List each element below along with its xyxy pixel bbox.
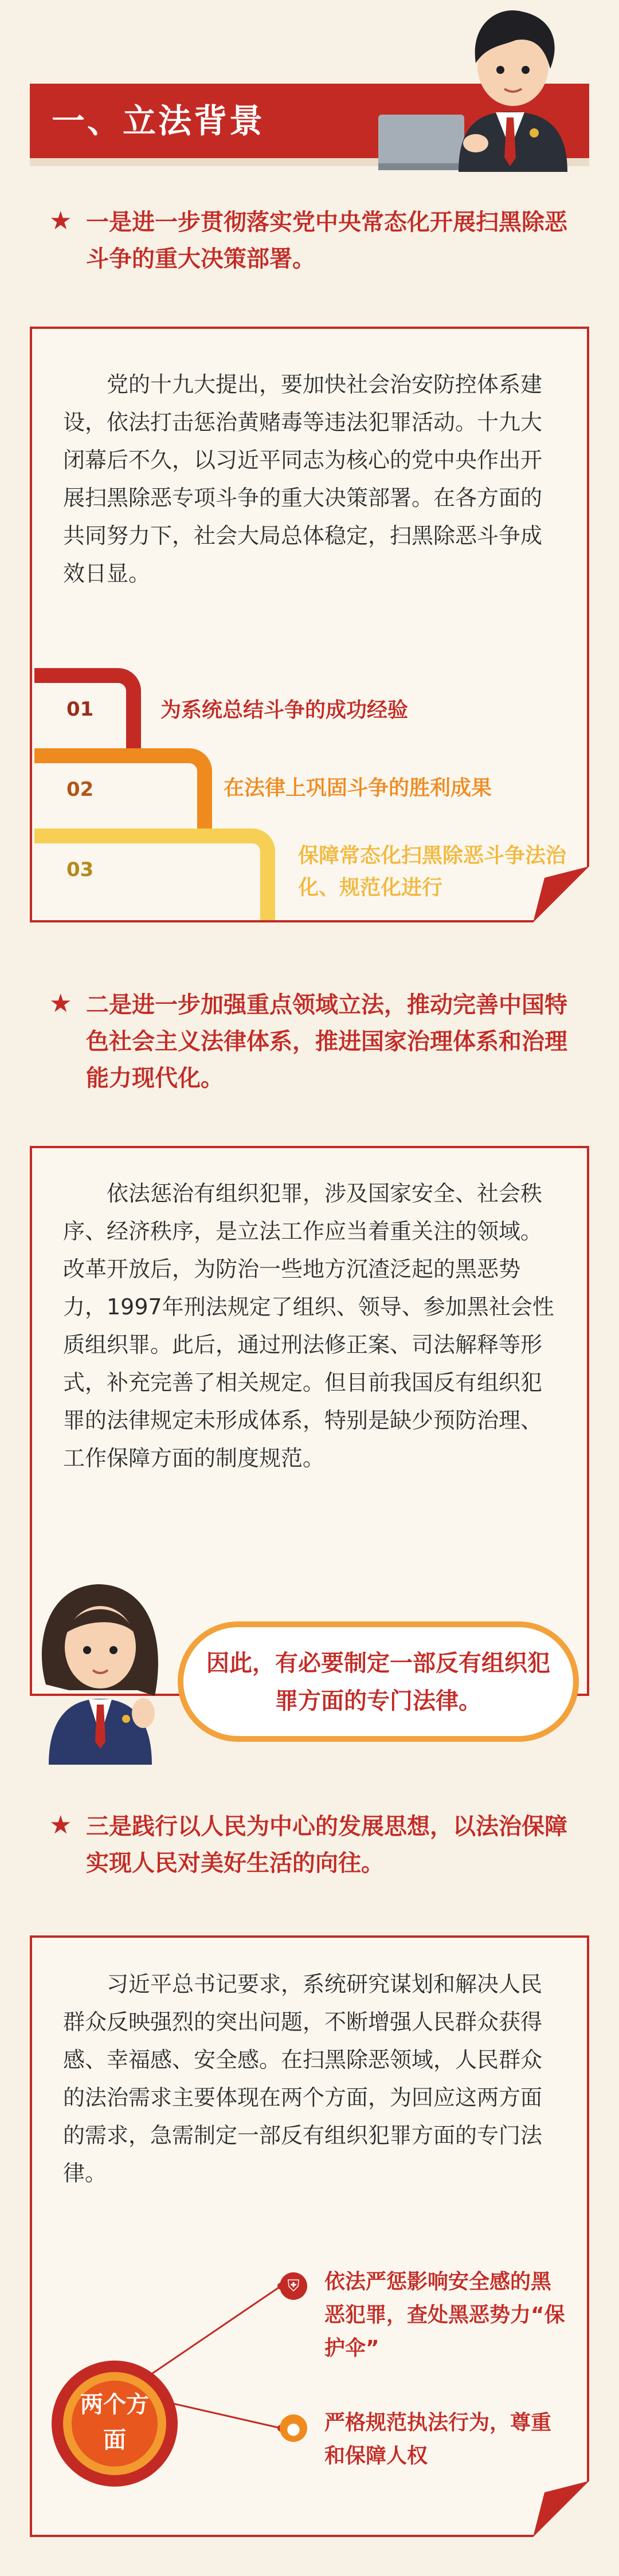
step2-text: 在法律上巩固斗争的胜利成果 — [224, 776, 492, 800]
point1-heading: 一是进一步贯彻落实党中央常态化开展扫黑除恶斗争的重大决策部署。 — [86, 209, 567, 272]
aspect1-text: 依法严惩影响安全感的黑恶犯罪，查处黑恶势力“保护伞” — [324, 2270, 565, 2360]
box-corner-fold — [533, 866, 589, 922]
step2-bar — [34, 748, 212, 828]
point1-body: 党的十九大提出，要加快社会治安防控体系建设，依法打击惩治黄赌毒等违法犯罪活动。十九大闭幕后不久，以习近平同志为核心的党中央作出开展扫黑除恶专项斗争的重大决策部署。在各方面的共同努力下，社会大局总体稳定，扫黑除恶斗争成效日显。 — [63, 372, 543, 586]
person-icon: ● — [280, 2414, 307, 2442]
point3-heading: 三是践行以人民为中心的发展思想，以法治保障实现人民对美好生活的向往。 — [86, 1813, 567, 1876]
step3-number: 03 — [66, 858, 94, 881]
step1-text: 为系统总结斗争的成功经验 — [160, 698, 409, 722]
star-icon: ★ — [49, 989, 72, 1018]
point2-body: 依法惩治有组织犯罪，涉及国家安全、社会秩序、经济秩序，是立法工作应当着重关注的领域。改革开放后，为防治一些地方沉渣泛起的黑恶势力，1997年刑法规定了组织、领导、参加黑社会性质组织罪。此后，通过刑法修正案、司法解释等形式，补充完善了相关规定。但目前我国反有组织犯罪的法律规定未形成体系，特别是缺少预防治理、工作保障方面的制度规范。 — [63, 1181, 554, 1471]
aspect2-text: 严格规范执法行为，尊重和保障人权 — [324, 2411, 552, 2468]
step1-number: 01 — [66, 698, 94, 721]
box-corner-fold — [533, 2481, 589, 2537]
shield-icon: ⛨ — [280, 2272, 307, 2300]
center-label: 两个方面 — [80, 2392, 149, 2453]
section-title: 一、立法背景 — [52, 101, 265, 140]
step3-text: 保障常态化扫黑除恶斗争法治化、规范化进行 — [298, 844, 567, 900]
step2-number: 02 — [66, 778, 94, 801]
point2-heading: 二是进一步加强重点领域立法，推动完善中国特色社会主义法律体系，推进国家治理体系和治理能力现代化。 — [86, 992, 567, 1091]
star-icon: ★ — [49, 206, 72, 235]
lawyer-woman-illustration — [34, 1570, 172, 1765]
lawyer-man-illustration — [378, 0, 596, 172]
conclusion-text: 因此，有必要制定一部反有组织犯罪方面的专门法律。 — [206, 1650, 550, 1714]
point3-body: 习近平总书记要求，系统研究谋划和解决人民群众反映强烈的突出问题，不断增强人民群众获得感、幸福感、安全感。在扫黑除恶领域，人民群众的法治需求主要体现在两个方面，为回应这两方面的需求，急需制定一部反有组织犯罪方面的专门法律。 — [63, 1972, 543, 2186]
star-icon: ★ — [49, 1811, 72, 1840]
